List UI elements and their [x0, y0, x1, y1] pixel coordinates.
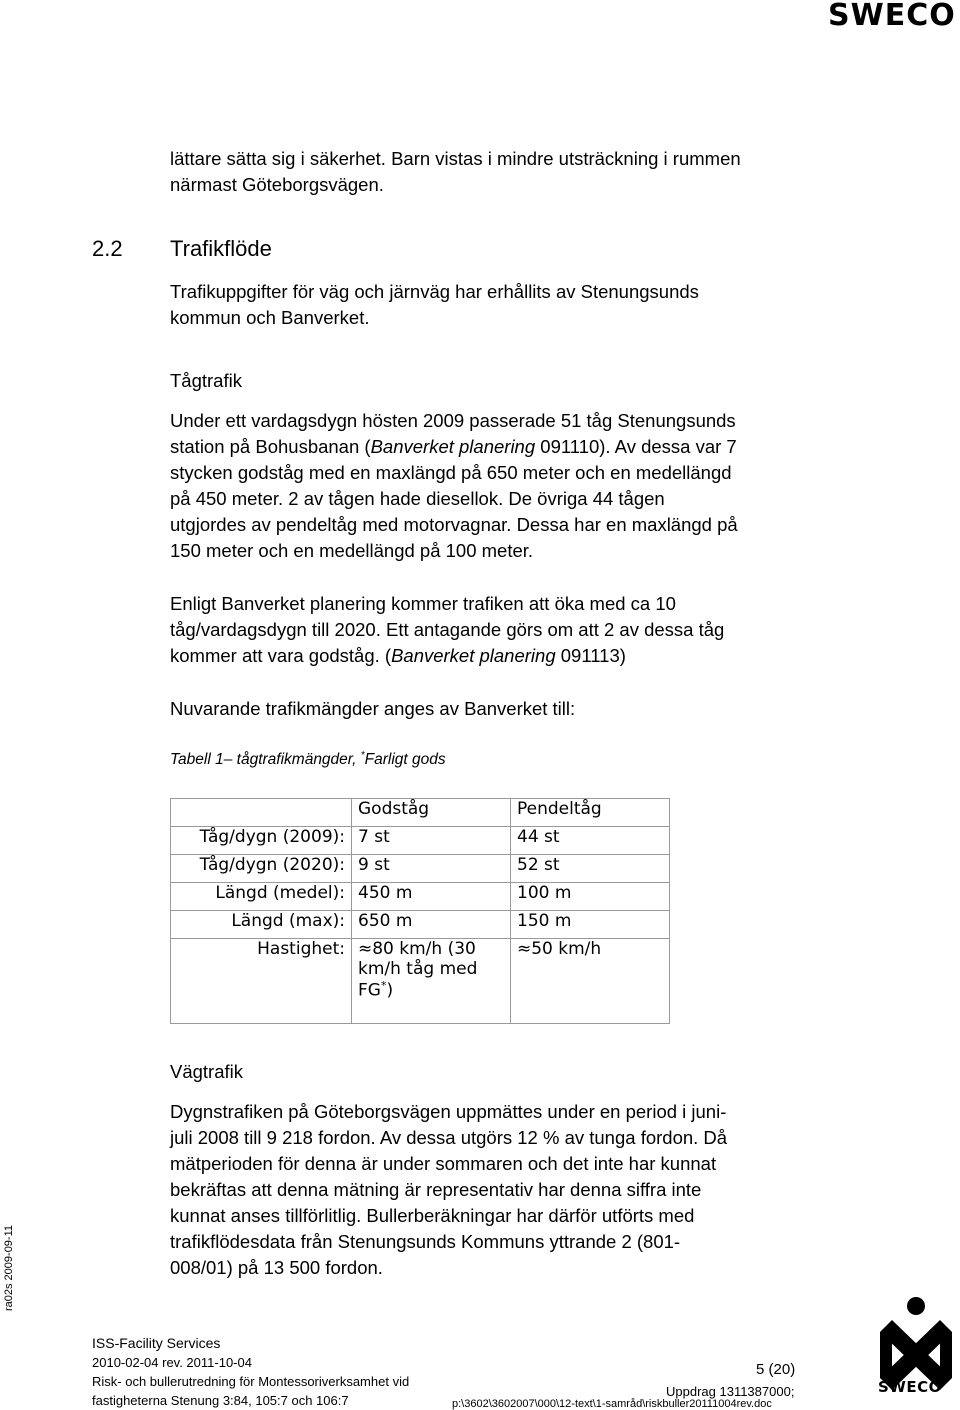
footer-dates: 2010-02-04 rev. 2011-10-04 [92, 1355, 252, 1370]
section-line: kommun och Banverket. [170, 307, 370, 328]
assignment-number: Uppdrag 1311387000; [666, 1384, 795, 1399]
text-line: trafikflödesdata från Stenungsunds Kommuns yttrande 2 (801- [170, 1231, 681, 1252]
footer-company: ISS-Facility Services [92, 1335, 221, 1351]
train-traffic-table [170, 798, 670, 1024]
table-cell: 44 st [511, 827, 670, 855]
text-line: stycken godståg med en maxlängd på 650 meter och en medellängd [170, 462, 732, 483]
table-row [171, 939, 670, 1024]
intro-paragraph [170, 146, 741, 198]
intro-line: närmast Göteborgsvägen. [170, 174, 384, 195]
table-caption [170, 750, 446, 769]
table-header-cell: Pendeltåg [511, 799, 670, 827]
text-segment: 091113) [555, 645, 626, 666]
section-line: Trafikuppgifter för väg och järnväg har erhållits av Stenungsunds [170, 281, 699, 302]
footer-title-line: Risk- och bullerutredning för Montessoriverksamhet vid [92, 1374, 410, 1389]
section-paragraph [170, 279, 699, 331]
caption-rest: Farligt gods [364, 751, 446, 769]
row-label: Längd (medel): [171, 883, 352, 911]
section-number: 2.2 [92, 236, 123, 261]
train-paragraph-1 [170, 408, 738, 564]
table-cell: ≈50 km/h [511, 939, 670, 1024]
table-row [171, 855, 670, 883]
cell-line: ≈80 km/h (30 [358, 939, 476, 959]
cell-line [358, 979, 504, 1001]
side-note: ra02s 2009-09-11 [3, 1224, 16, 1312]
train-paragraph-2 [170, 591, 724, 669]
table-cell: 100 m [511, 883, 670, 911]
text-line [170, 434, 738, 460]
text-segment: kommer att vara godståg. ( [170, 645, 392, 666]
text-segment: station på Bohusbanan ( [170, 436, 371, 457]
text-line: Enligt Banverket planering kommer trafiken att öka med ca 10 [170, 593, 676, 614]
text-line: kunnat anses tillförlitlig. Bullerberäkningar har därför utförts med [170, 1205, 695, 1226]
text-line: 150 meter och en medellängd på 100 meter. [170, 540, 534, 561]
caption-main: Tabell 1– tågtrafikmängder, [170, 751, 361, 769]
text-line: Under ett vardagsdygn hösten 2009 passerade 51 tåg Stenungsunds [170, 410, 736, 431]
source-reference: Banverket planering [370, 436, 536, 457]
table-cell: 9 st [352, 855, 511, 883]
page-number: 5 (20) [756, 1361, 796, 1378]
cell-text: ) [386, 980, 394, 1001]
text-line: mätperioden för denna är under sommaren och det inte har kunnat [170, 1153, 717, 1174]
train-paragraph-3: Nuvarande trafikmängder anges av Banverket till: [170, 698, 576, 719]
row-label: Tåg/dygn (2020): [171, 855, 352, 883]
footer-title-line: fastigheterna Stenung 3:84, 105:7 och 106:7 [92, 1393, 349, 1408]
road-heading: Vägtrafik [170, 1061, 244, 1082]
cell-text: FG [358, 980, 381, 1001]
row-label: Tåg/dygn (2009): [171, 827, 352, 855]
header-logo: SWECO [828, 0, 956, 33]
train-heading: Tågtrafik [170, 370, 242, 391]
footer-logo-text: SWECO [878, 1378, 942, 1396]
table-row [171, 827, 670, 855]
row-label: Hastighet: [171, 939, 352, 1024]
table-cell: 7 st [352, 827, 511, 855]
table-header-cell [171, 799, 352, 827]
table-header-row [171, 799, 670, 827]
table-header-cell: Godståg [352, 799, 511, 827]
section-heading [92, 236, 272, 262]
text-line: bekräftas att denna mätning är representativ har denna siffra inte [170, 1179, 702, 1200]
sweco-logo [876, 1296, 956, 1396]
source-reference: Banverket planering [391, 645, 556, 666]
text-line: juli 2008 till 9 218 fordon. Av dessa utgörs 12 % av tunga fordon. Då [170, 1127, 728, 1148]
caption-star: * [360, 750, 365, 761]
section-title: Trafikflöde [170, 236, 272, 261]
text-line: 008/01) på 13 500 fordon. [170, 1257, 383, 1278]
text-line: på 450 meter. 2 av tågen hade diesellok. De övriga 44 tågen [170, 488, 665, 509]
text-line [170, 643, 724, 669]
table-row [171, 883, 670, 911]
text-line: tåg/vardagsdygn till 2020. Ett antagande görs om att 2 av dessa tåg [170, 619, 725, 640]
table-cell: 52 st [511, 855, 670, 883]
file-path: p:\3602\3602007\000\12-text\1-samråd\riskbuller20111004rev.doc [452, 1398, 772, 1410]
text-segment: 091110). Av dessa var 7 [535, 436, 737, 457]
table-cell: 150 m [511, 911, 670, 939]
road-paragraph [170, 1099, 727, 1281]
table-cell: 650 m [352, 911, 511, 939]
cell-line: km/h tåg med [358, 959, 478, 979]
table-row [171, 911, 670, 939]
text-line: Dygnstrafiken på Göteborgsvägen uppmättes under en period i juni- [170, 1101, 727, 1122]
text-line: utgjordes av pendeltåg med motorvagnar. Dessa har en maxlängd på [170, 514, 738, 535]
table-cell: 450 m [352, 883, 511, 911]
table-cell [352, 939, 511, 1024]
footnote-star: * [380, 979, 387, 992]
intro-line: lättare sätta sig i säkerhet. Barn vistas i mindre utsträckning i rummen [170, 148, 741, 169]
row-label: Längd (max): [171, 911, 352, 939]
